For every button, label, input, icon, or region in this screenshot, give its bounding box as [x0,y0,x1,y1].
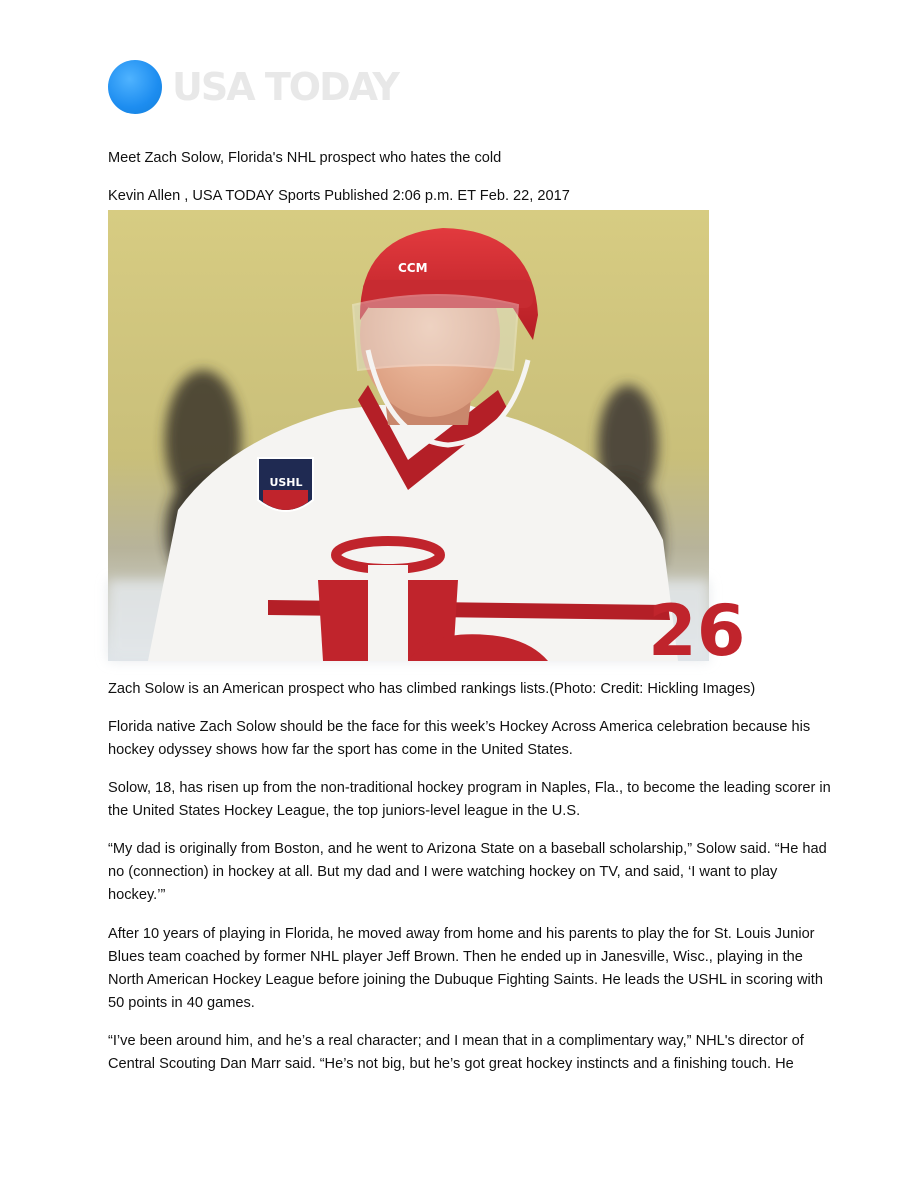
article-paragraph: Florida native Zach Solow should be the face for this week’s Hockey Across America celebration because his hockey odyssey shows how far the sport has come in the United States. [108,719,811,758]
article-paragraph: Solow, 18, has risen up from the non-traditional hockey program in Naples, Fla., to become the leading scorer in the United States Hockey League, the top juniors-level league in the U.S. [108,780,831,819]
photo-caption: Zach Solow is an American prospect who has climbed rankings lists.(Photo: Credit: Hickling Images) [108,681,756,697]
article-paragraph: “I’ve been around him, and he’s a real character; and I mean that in a complimentary way,” NHL's director of Central Scouting Dan Marr said. “He’s not big, but he’s got great hockey instincts and a finishing touch. He [108,1033,804,1072]
ushl-patch-label: USHL [269,476,303,489]
logo-wordmark: USA TODAY [172,65,398,109]
usa-today-logo [108,60,398,114]
article-photo [108,210,746,672]
article-byline: Kevin Allen , USA TODAY Sports Published 2:06 p.m. ET Feb. 22, 2017 [108,188,570,204]
article-headline: Meet Zach Solow, Florida's NHL prospect who hates the cold [108,150,502,166]
helmet-brand-label: CCM [398,261,428,275]
logo-circle-icon [108,60,162,114]
article-paragraph: “My dad is originally from Boston, and he went to Arizona State on a baseball scholarship,” Solow said. “He had no (connection) in hockey at all. But my dad and I were watching hockey on TV, and said, ‘I want to play hockey.’” [108,841,827,903]
jersey-number: 26 [648,590,746,672]
article-paragraph: After 10 years of playing in Florida, he moved away from home and his parents to play the for St. Louis Junior Blues team coached by former NHL player Jeff Brown. Then he ended up in Janesville, Wisc., playing in the North American Hockey League before joining the Dubuque Fighting Saints. He leads the USHL in scoring with 50 points in 40 games. [108,926,823,1011]
